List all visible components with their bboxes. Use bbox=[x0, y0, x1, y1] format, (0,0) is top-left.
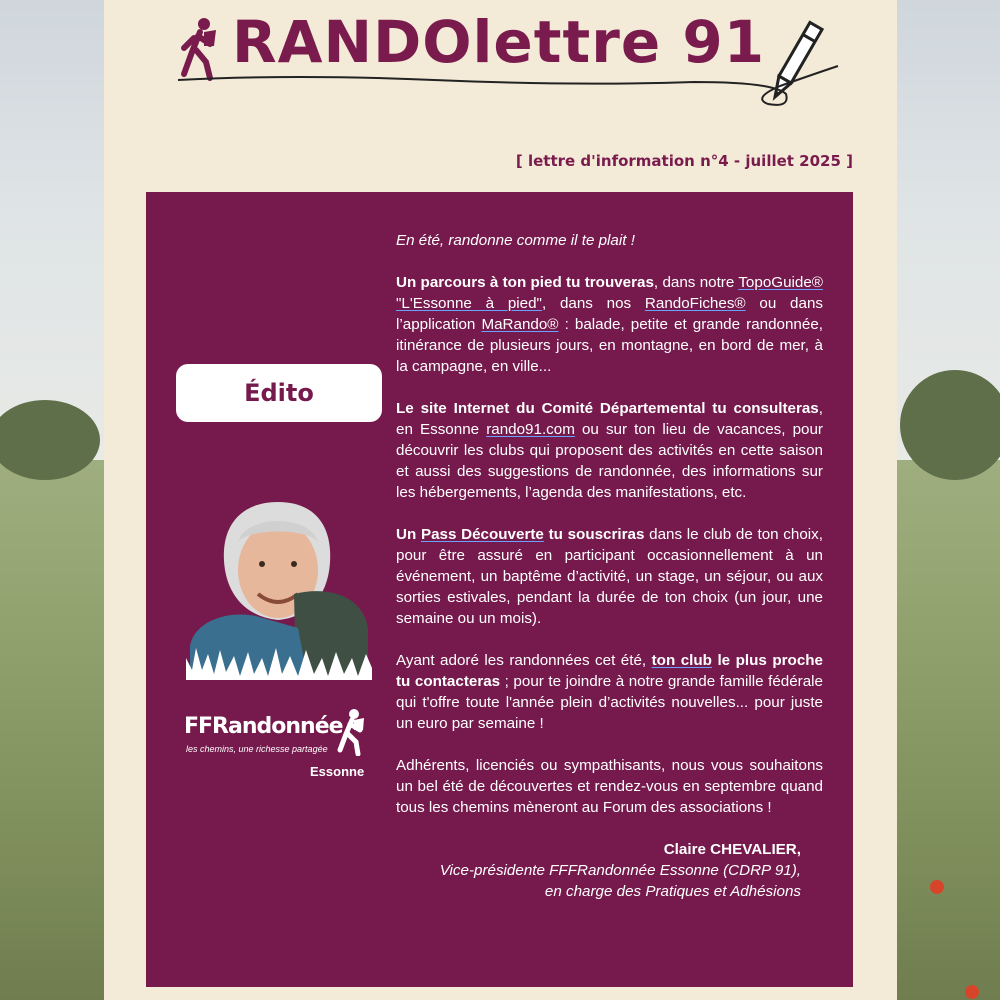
newsletter-page bbox=[104, 0, 897, 1000]
background-tree bbox=[900, 370, 1000, 480]
edito-panel bbox=[146, 192, 853, 987]
signature-role: Vice-présidente FFFRandonnée Essonne (CDRP 91), bbox=[439, 862, 801, 879]
intro-line: En été, randonne comme il te plait ! bbox=[396, 232, 635, 249]
paragraph-website: Le site Internet du Comité Départemental tu consulteras, en Essonne rando91.com ou sur ton lieu de vacances, pour découvrir les clubs qui proposent des activités en cette saison et aussi des suggestions de randonnée, des informations sur les hébergements, l’agenda des manifestations, etc. bbox=[396, 400, 823, 501]
signature bbox=[396, 839, 823, 902]
ffrandonnee-logo bbox=[184, 708, 374, 782]
signature-name: Claire CHEVALIER, bbox=[663, 841, 801, 858]
edito-label: Édito bbox=[176, 364, 382, 422]
edito-text bbox=[396, 230, 823, 902]
masthead bbox=[104, 0, 897, 170]
logo-region: Essonne bbox=[310, 764, 365, 779]
paragraph-topoguides: Un parcours à ton pied tu trouveras, dans notre TopoGuide® "L'Essonne à pied", dans nos RandoFiches® ou dans l’application MaRando® : balade, petite et grande randonnée, itinérance de plusieurs jours, en montagne, en bord de mer, à la campagne, en ville... bbox=[396, 274, 823, 375]
paragraph-pass: Un Pass Découverte tu souscriras dans le club de ton choix, pour être assuré en participant occasionnellement à un événement, un baptême d’activité, un stage, un séjour, ou aux sorties estivales, pendant la durée de ton choix (un jour, une semaine ou un mois). bbox=[396, 526, 823, 627]
logo-brand: FFRandonnée bbox=[184, 714, 343, 739]
issue-label: [ lettre d'information n°4 - juillet 2025 ] bbox=[515, 152, 853, 170]
signature-scribble bbox=[174, 60, 854, 120]
pass-decouverte-link[interactable]: Pass Découverte bbox=[420, 526, 544, 543]
background-poppy bbox=[965, 985, 979, 999]
signature-role-detail: en charge des Pratiques et Adhésions bbox=[544, 883, 801, 900]
author-portrait bbox=[186, 498, 372, 680]
club-link[interactable]: ton club bbox=[651, 652, 712, 669]
paragraph-club: Ayant adoré les randonnées cet été, ton club le plus proche tu contacteras ; pour te joindre à notre grande famille fédérale qui t'offre toute l'année plein d’activités nouvelles... pour juste un euro par semaine ! bbox=[396, 652, 823, 732]
logo-hiker-icon bbox=[334, 708, 368, 756]
topoguide-link[interactable]: TopoGuide® "L'Essonne à pied" bbox=[396, 274, 823, 312]
background-poppy bbox=[930, 880, 944, 894]
randofiches-link[interactable]: RandoFiches® bbox=[644, 295, 746, 312]
logo-tagline: les chemins, une richesse partagée bbox=[186, 744, 328, 754]
marando-link[interactable]: MaRando® bbox=[481, 316, 559, 333]
rando91-link[interactable]: rando91.com bbox=[486, 421, 575, 438]
paragraph-closing: Adhérents, licenciés ou sympathisants, nous vous souhaitons un bel été de découvertes et rendez-vous en septembre quand tous les chemins mèneront au Forum des associations ! bbox=[396, 757, 823, 816]
newsletter-title: RANDOlettre 91 bbox=[232, 8, 766, 76]
